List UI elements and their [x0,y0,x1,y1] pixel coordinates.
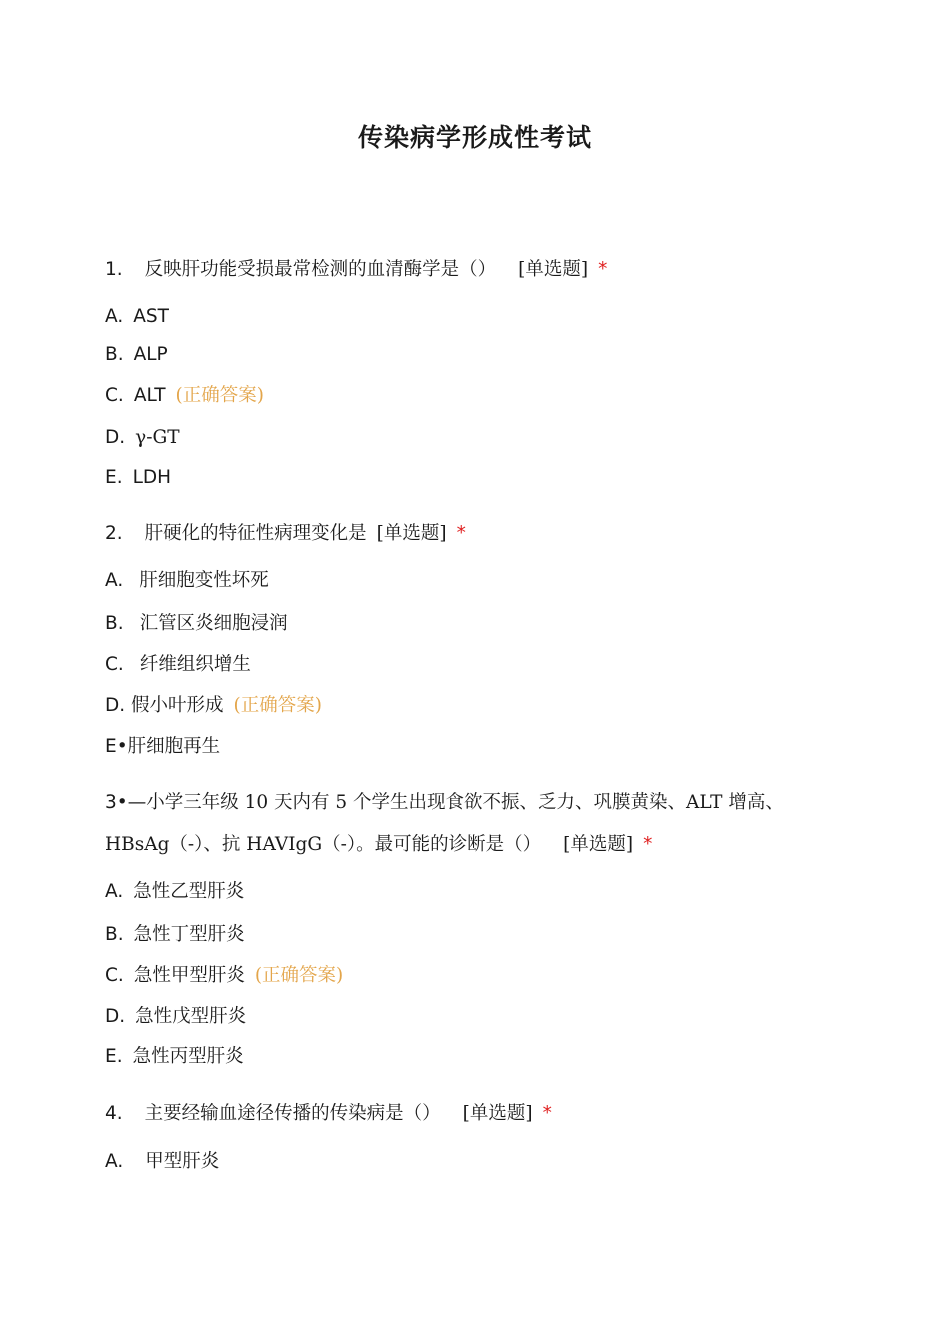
correct-answer-label: (正确答案) [233,695,322,716]
option-text: AST [133,306,169,327]
option-text: 汇管区炎细胞浸润 [139,613,288,634]
option-letter: C. [105,965,124,986]
q1-option-a[interactable] [105,305,169,329]
q1-option-e[interactable] [105,466,171,490]
required-mark: * [456,523,466,544]
option-letter: A. [105,881,124,902]
question-text: 主要经输血途径传播的传染病是（） [144,1103,441,1124]
option-text: 纤维组织增生 [139,654,251,675]
option-letter: D. [105,1006,126,1027]
option-text: γ-GT [135,427,180,448]
question-number: 2. [105,523,123,544]
correct-answer-label: (正确答案) [175,385,264,406]
page-title: 传染病学形成性考试 [357,123,592,152]
question-text-line-1: —小学三年级 10 天内有 5 个学生出现食欲不振、乏力、巩膜黄染、ALT 增高、 [127,792,784,813]
option-letter: D. [105,427,126,448]
question-type: [单选题] [462,1103,533,1124]
option-letter: E• [105,736,128,757]
option-text: ALT [133,385,166,406]
option-text: 急性甲型肝炎 [133,965,245,986]
option-text: 甲型肝炎 [145,1151,220,1172]
option-text: 假小叶形成 [131,695,224,716]
question-3-line-1 [105,791,784,815]
q3-option-e[interactable] [105,1045,244,1069]
option-letter: A. [105,570,124,591]
question-4 [105,1102,552,1126]
q2-option-a[interactable] [105,569,269,593]
option-text: 急性乙型肝炎 [133,881,245,902]
option-letter: B. [105,344,124,365]
option-letter: A. [105,1151,124,1172]
option-letter: B. [105,613,124,634]
option-text: 急性戊型肝炎 [135,1006,247,1027]
question-text: 反映肝功能受损最常检测的血清酶学是（） [144,259,497,280]
question-number: 1. [105,259,123,280]
q3-option-d[interactable] [105,1005,246,1029]
option-letter: C. [105,654,124,675]
option-text: 急性丙型肝炎 [132,1046,244,1067]
question-3-line-2 [105,833,652,857]
option-text: 肝细胞变性坏死 [139,570,269,591]
required-mark: * [643,834,653,855]
option-letter: D. [105,695,126,716]
q2-option-d[interactable] [105,694,322,718]
option-letter: A. [105,306,124,327]
question-text-line-2: HBsAg（-）、抗 HAVIgG（-）。最可能的诊断是（） [105,834,542,855]
question-type: [单选题] [518,259,589,280]
q1-option-b[interactable] [105,343,168,367]
q1-option-d[interactable] [105,426,180,450]
q4-option-a[interactable] [105,1150,219,1174]
question-type: [单选题] [563,834,634,855]
option-letter: E. [105,1046,123,1067]
option-text: 急性丁型肝炎 [133,924,245,945]
option-text: ALP [133,344,168,365]
question-type: [单选题] [376,523,447,544]
q2-option-b[interactable] [105,612,288,636]
q3-option-b[interactable] [105,923,245,947]
q2-option-c[interactable] [105,653,251,677]
question-number: 4. [105,1103,123,1124]
option-letter: B. [105,924,124,945]
question-2 [105,522,466,546]
required-mark: * [598,259,608,280]
option-text: LDH [132,467,172,488]
question-1 [105,258,607,282]
q1-option-c[interactable] [105,384,264,408]
q3-option-c[interactable] [105,964,343,988]
correct-answer-label: (正确答案) [254,965,344,986]
required-mark: * [542,1103,552,1124]
option-letter: C. [105,385,124,406]
option-letter: E. [105,467,123,488]
q3-option-a[interactable] [105,880,244,904]
question-text: 肝硬化的特征性病理变化是 [144,523,367,544]
q2-option-e[interactable] [105,735,220,759]
question-number: 3• [105,792,128,813]
option-text: 肝细胞再生 [127,736,221,757]
